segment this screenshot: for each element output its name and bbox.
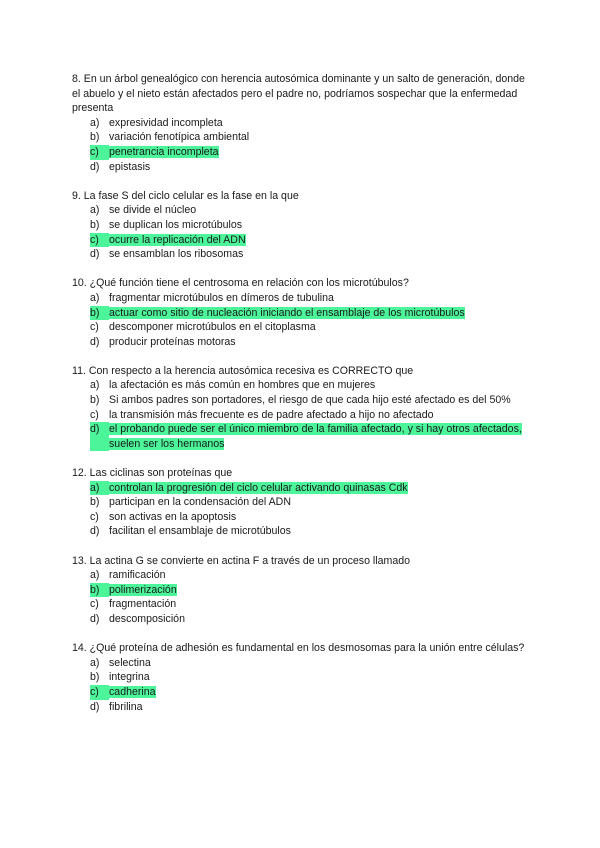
- option-text: ocurre la replicación del ADN: [109, 233, 246, 246]
- answer-option: [72, 116, 532, 131]
- answer-option: [72, 291, 532, 306]
- option-text-wrap: [109, 481, 532, 496]
- option-letter: d): [90, 700, 100, 713]
- option-letter: b): [90, 218, 100, 231]
- option-text-wrap: [109, 306, 532, 321]
- answer-option: [72, 597, 532, 612]
- option-letter: a): [90, 656, 100, 669]
- option-text-wrap: [109, 203, 532, 218]
- option-letter: b): [90, 306, 109, 321]
- option-letter: d): [90, 335, 100, 348]
- answer-option: [72, 670, 532, 685]
- option-text: actuar como sitio de nucleación iniciando el ensamblaje de los microtúbulos: [109, 306, 465, 319]
- option-text-wrap: [109, 335, 532, 350]
- answer-options: [72, 378, 532, 451]
- option-letter: d): [90, 248, 100, 261]
- option-text-wrap: [109, 700, 532, 715]
- option-text: penetrancia incompleta: [109, 145, 219, 158]
- option-text: fragmentar microtúbulos en dímeros de tubulina: [109, 291, 334, 304]
- answer-option: [72, 495, 532, 510]
- question-block: [72, 72, 532, 174]
- option-letter: c): [90, 321, 99, 334]
- answer-options: [72, 656, 532, 714]
- question-text: 12. Las ciclinas son proteínas que: [72, 467, 233, 480]
- answer-option: [72, 247, 532, 262]
- option-text: descomposición: [109, 612, 185, 625]
- option-text: variación fenotípica ambiental: [109, 131, 250, 144]
- option-text: polimerización: [109, 583, 177, 596]
- option-text: descomponer microtúbulos en el citoplasma: [109, 321, 316, 334]
- option-text: producir proteínas motoras: [109, 335, 236, 348]
- option-text: controlan la progresión del ciclo celular activando quinasas Cdk: [109, 481, 408, 494]
- option-letter: d): [90, 422, 109, 451]
- question-block: [72, 641, 532, 714]
- option-text-wrap: [109, 130, 532, 145]
- answer-option-correct: [72, 306, 532, 321]
- option-text-wrap: [109, 247, 532, 262]
- question-block: [72, 466, 532, 539]
- answer-option: [72, 700, 532, 715]
- option-letter: a): [90, 481, 109, 496]
- option-text: facilitan el ensamblaje de microtúbulos: [109, 525, 291, 538]
- answer-option: [72, 130, 532, 145]
- option-letter: a): [90, 291, 100, 304]
- option-text: ramificación: [109, 569, 166, 582]
- option-letter: a): [90, 116, 100, 129]
- option-letter: c): [90, 408, 99, 421]
- answer-option: [72, 612, 532, 627]
- option-text-wrap: [109, 320, 532, 335]
- option-text-wrap: [109, 495, 532, 510]
- option-text: selectina: [109, 656, 151, 669]
- answer-options: [72, 291, 532, 349]
- option-letter: a): [90, 379, 100, 392]
- question-block: [72, 364, 532, 452]
- answer-option: [72, 218, 532, 233]
- option-text: se duplican los microtúbulos: [109, 218, 243, 231]
- option-text-wrap: [109, 145, 532, 160]
- answer-option-correct: [72, 481, 532, 496]
- option-text-wrap: [109, 233, 532, 248]
- option-letter: b): [90, 583, 109, 598]
- option-text: expresividad incompleta: [109, 116, 223, 129]
- answer-option: [72, 568, 532, 583]
- question-block: [72, 189, 532, 262]
- option-text: fragmentación: [109, 598, 177, 611]
- option-letter: a): [90, 204, 100, 217]
- option-text-wrap: [109, 218, 532, 233]
- option-text-wrap: [109, 524, 532, 539]
- option-text-wrap: [109, 160, 532, 175]
- answer-option-correct: [72, 685, 532, 700]
- answer-option: [72, 203, 532, 218]
- option-letter: a): [90, 569, 100, 582]
- answer-option-correct: [72, 422, 532, 451]
- question-block: [72, 554, 532, 627]
- option-text: epistasis: [109, 160, 151, 173]
- answer-option-correct: [72, 233, 532, 248]
- option-text-wrap: [109, 656, 532, 671]
- option-text-wrap: [109, 378, 532, 393]
- option-letter: d): [90, 612, 100, 625]
- question-text: 11. Con respecto a la herencia autosómica recesiva es CORRECTO que: [72, 364, 414, 377]
- option-text-wrap: [109, 422, 532, 451]
- answer-options: [72, 568, 532, 626]
- answer-option: [72, 408, 532, 423]
- option-text: se divide el núcleo: [109, 204, 197, 217]
- question-text: 14. ¿Qué proteína de adhesión es fundamental en los desmosomas para la unión entre células?: [72, 642, 525, 655]
- option-text-wrap: [109, 670, 532, 685]
- option-letter: b): [90, 671, 100, 684]
- option-letter: c): [90, 510, 99, 523]
- option-letter: c): [90, 233, 109, 248]
- option-text-wrap: [109, 116, 532, 131]
- option-letter: b): [90, 394, 100, 407]
- option-letter: b): [90, 496, 100, 509]
- answer-option-correct: [72, 145, 532, 160]
- option-text-wrap: [109, 510, 532, 525]
- option-text: la transmisión más frecuente es de padre afectado a hijo no afectado: [109, 408, 434, 421]
- answer-option: [72, 656, 532, 671]
- answer-option: [72, 510, 532, 525]
- option-text: cadherina: [109, 685, 156, 698]
- option-text-wrap: [109, 597, 532, 612]
- answer-options: [72, 116, 532, 174]
- answer-option: [72, 335, 532, 350]
- answer-option: [72, 320, 532, 335]
- option-text-wrap: [109, 583, 532, 598]
- option-text-wrap: [109, 685, 532, 700]
- option-letter: c): [90, 685, 109, 700]
- answer-option: [72, 160, 532, 175]
- option-text: el probando puede ser el único miembro de la familia afectado, y si hay otros afectados, suelen ser los hermanos: [109, 423, 522, 450]
- option-text-wrap: [109, 291, 532, 306]
- option-letter: c): [90, 145, 109, 160]
- option-text: fibrilina: [109, 700, 143, 713]
- option-text-wrap: [109, 408, 532, 423]
- option-text: integrina: [109, 671, 150, 684]
- option-text: se ensamblan los ribosomas: [109, 248, 244, 261]
- option-text-wrap: [109, 568, 532, 583]
- answer-option-correct: [72, 583, 532, 598]
- option-letter: b): [90, 131, 100, 144]
- question-text: 8. En un árbol genealógico con herencia autosómica dominante y un salto de generación, donde el abuelo y el nieto están afectados pero el padre no, podríamos sospechar que la enfermedad presenta: [72, 73, 525, 115]
- option-text-wrap: [109, 612, 532, 627]
- option-text: la afectación es más común en hombres que en mujeres: [109, 379, 376, 392]
- question-text: 13. La actina G se convierte en actina F a través de un proceso llamado: [72, 554, 411, 567]
- option-text: Si ambos padres son portadores, el riesgo de que cada hijo esté afectado es del 50%: [109, 394, 511, 407]
- question-block: [72, 276, 532, 349]
- option-letter: d): [90, 525, 100, 538]
- question-text: 10. ¿Qué función tiene el centrosoma en relación con los microtúbulos?: [72, 277, 409, 290]
- answer-option: [72, 378, 532, 393]
- option-letter: c): [90, 598, 99, 611]
- answer-option: [72, 393, 532, 408]
- answer-options: [72, 203, 532, 261]
- question-list: [72, 72, 532, 729]
- option-text: participan en la condensación del ADN: [109, 496, 291, 509]
- answer-options: [72, 481, 532, 539]
- question-text: 9. La fase S del ciclo celular es la fase en la que: [72, 189, 299, 202]
- option-text: son activas en la apoptosis: [109, 510, 237, 523]
- option-letter: d): [90, 160, 100, 173]
- answer-option: [72, 524, 532, 539]
- option-text-wrap: [109, 393, 532, 408]
